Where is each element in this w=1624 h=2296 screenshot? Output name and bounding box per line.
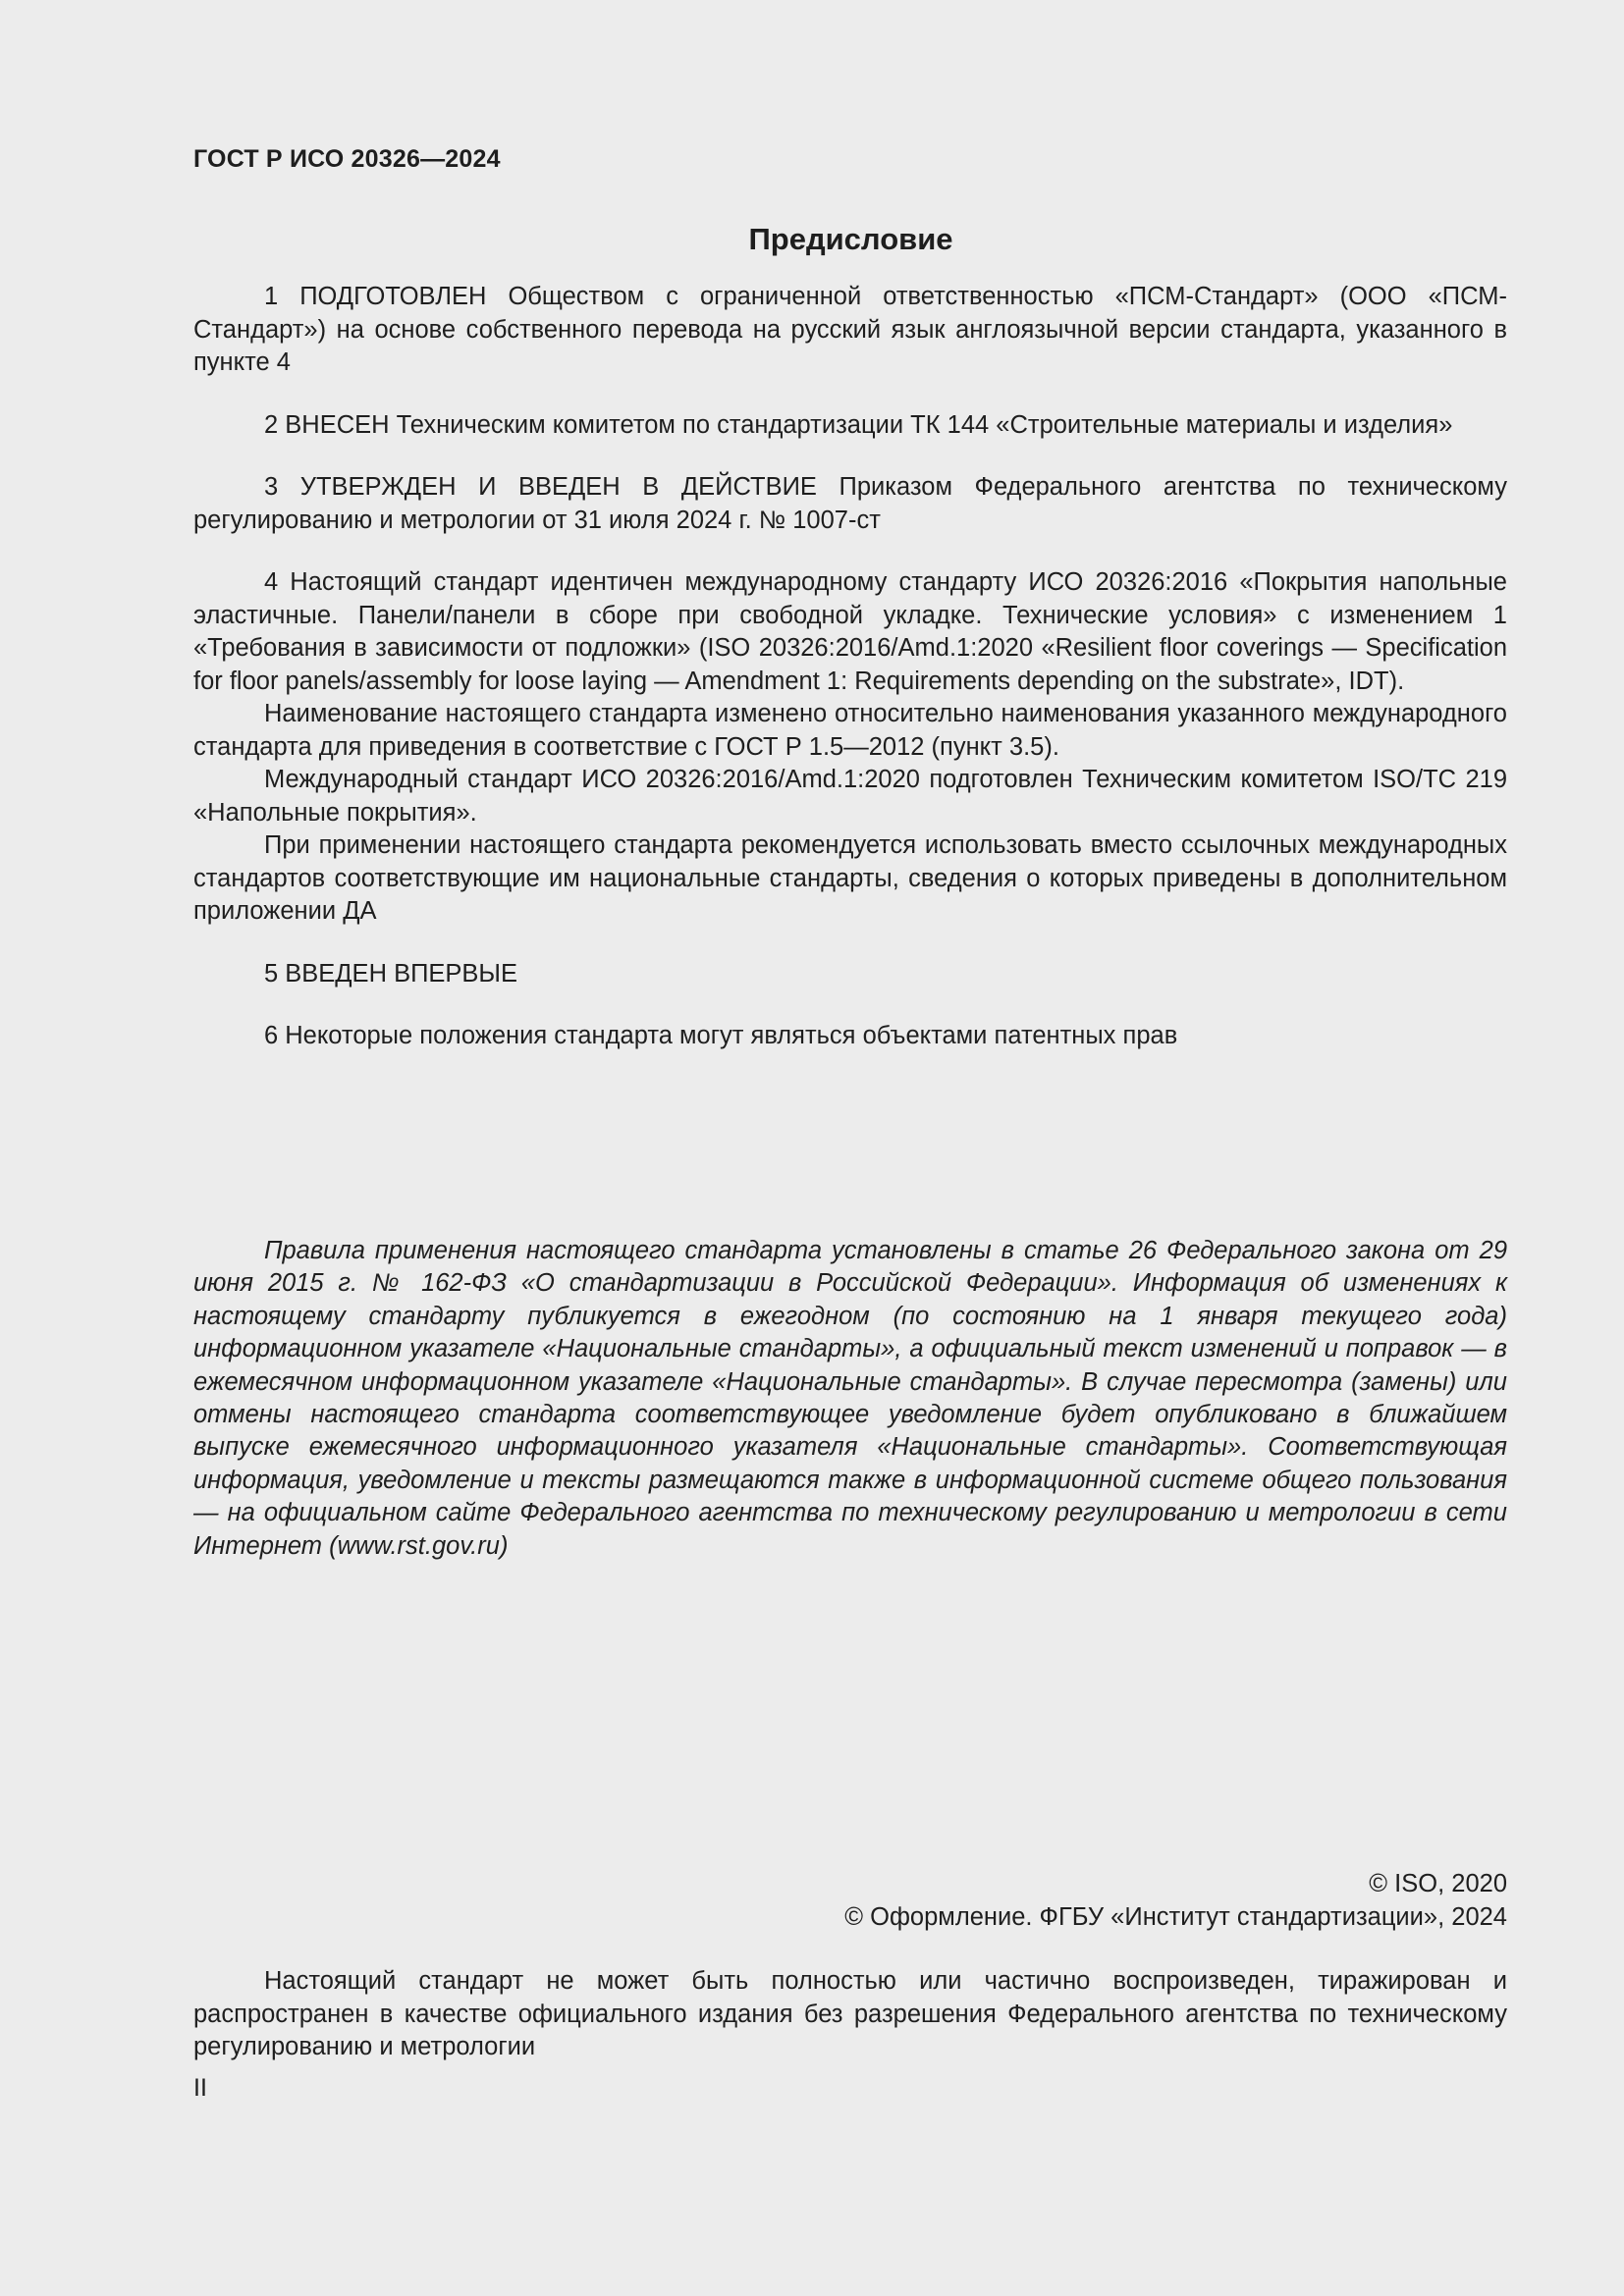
paragraph-5: 5 ВВЕДЕН ВПЕРВЫЕ	[264, 959, 518, 988]
paragraph-2: 2 ВНЕСЕН Техническим комитетом по стандартизации ТК 144 «Строительные материалы и изделия»	[264, 410, 1453, 439]
application-rules-notice: Правила применения настоящего стандарта установлены в статье 26 Федерального закона от 29 июня 2015 г. № 162-ФЗ «О стандартизации в Российской Федерации». Информация об изменениях к настоящему стандарту публикуется в ежегодном (по состоянию на 1 января текущего года) информационном указателе «Национальные стандарты», а официальный текст изменений и поправок — в ежемесячном информационном указателе «Национальные стандарты». В случае пересмотра (замены) или отмены настоящего стандарта соответствующее уведомление будет опубликовано в ближайшем выпуске ежемесячного информационного указателя «Национальные стандарты». Соответствующая информация, уведомление и тексты размещаются также в информационной системе общего пользования — на официальном сайте Федерального агентства по техническому регулированию и метрологии в сети Интернет (www.rst.gov.ru)	[193, 1237, 1507, 1560]
paragraph-4-committee-note: Международный стандарт ИСО 20326:2016/Amd.1:2020 подготовлен Техническим комитетом ISO/TC 219 «Напольные покрытия».	[193, 766, 1507, 827]
paragraph-6: 6 Некоторые положения стандарта могут являться объектами патентных прав	[264, 1022, 1178, 1049]
paragraph-4-reference-note: При применении настоящего стандарта рекомендуется использовать вместо ссылочных международных стандартов соответствующие им национальные стандарты, сведения о которых приведены в дополнительном приложении ДА	[193, 831, 1507, 925]
paragraph-3: 3 УТВЕРЖДЕН И ВВЕДЕН В ДЕЙСТВИЕ Приказом Федерального агентства по техническому регулированию и метрологии от 31 июля 2024 г. № 1007-ст	[193, 473, 1507, 534]
page-number: II	[193, 2074, 207, 2102]
paragraph-4: 4 Настоящий стандарт идентичен международному стандарту ИСО 20326:2016 «Покрытия напольные эластичные. Панели/панели в сборе при свободной укладке. Технические условия» с изменением 1 «Требования в зависимости от подложки» (ISO 20326:2016/Amd.1:2020 «Resilient floor coverings — Specification for floor panels/assembly for loose laying — Amendment 1: Requirements depending on the substrate», IDT).	[193, 568, 1507, 695]
paragraph-4-title-note: Наименование настоящего стандарта изменено относительно наименования указанного международного стандарта для приведения в соответствие с ГОСТ Р 1.5—2012 (пункт 3.5).	[193, 700, 1507, 761]
document-header: ГОСТ Р ИСО 20326—2024	[193, 145, 501, 173]
foreword-body	[193, 281, 1507, 1053]
page-title: Предисловие	[748, 222, 953, 256]
design-copyright: © Оформление. ФГБУ «Институт стандартизации», 2024	[844, 1902, 1507, 1931]
iso-copyright: © ISO, 2020	[1369, 1870, 1507, 1897]
paragraph-1: 1 ПОДГОТОВЛЕН Обществом с ограниченной ответственностью «ПСМ-Стандарт» (ООО «ПСМ-Стандарт») на основе собственного перевода на русский язык англоязычной версии стандарта, указанного в пункте 4	[193, 283, 1507, 376]
reproduction-rights-notice: Настоящий стандарт не может быть полностью или частично воспроизведен, тиражирован и распространен в качестве официального издания без разрешения Федерального агентства по техническому регулированию и метрологии	[193, 1967, 1507, 2060]
copyright-block	[844, 1868, 1507, 1934]
